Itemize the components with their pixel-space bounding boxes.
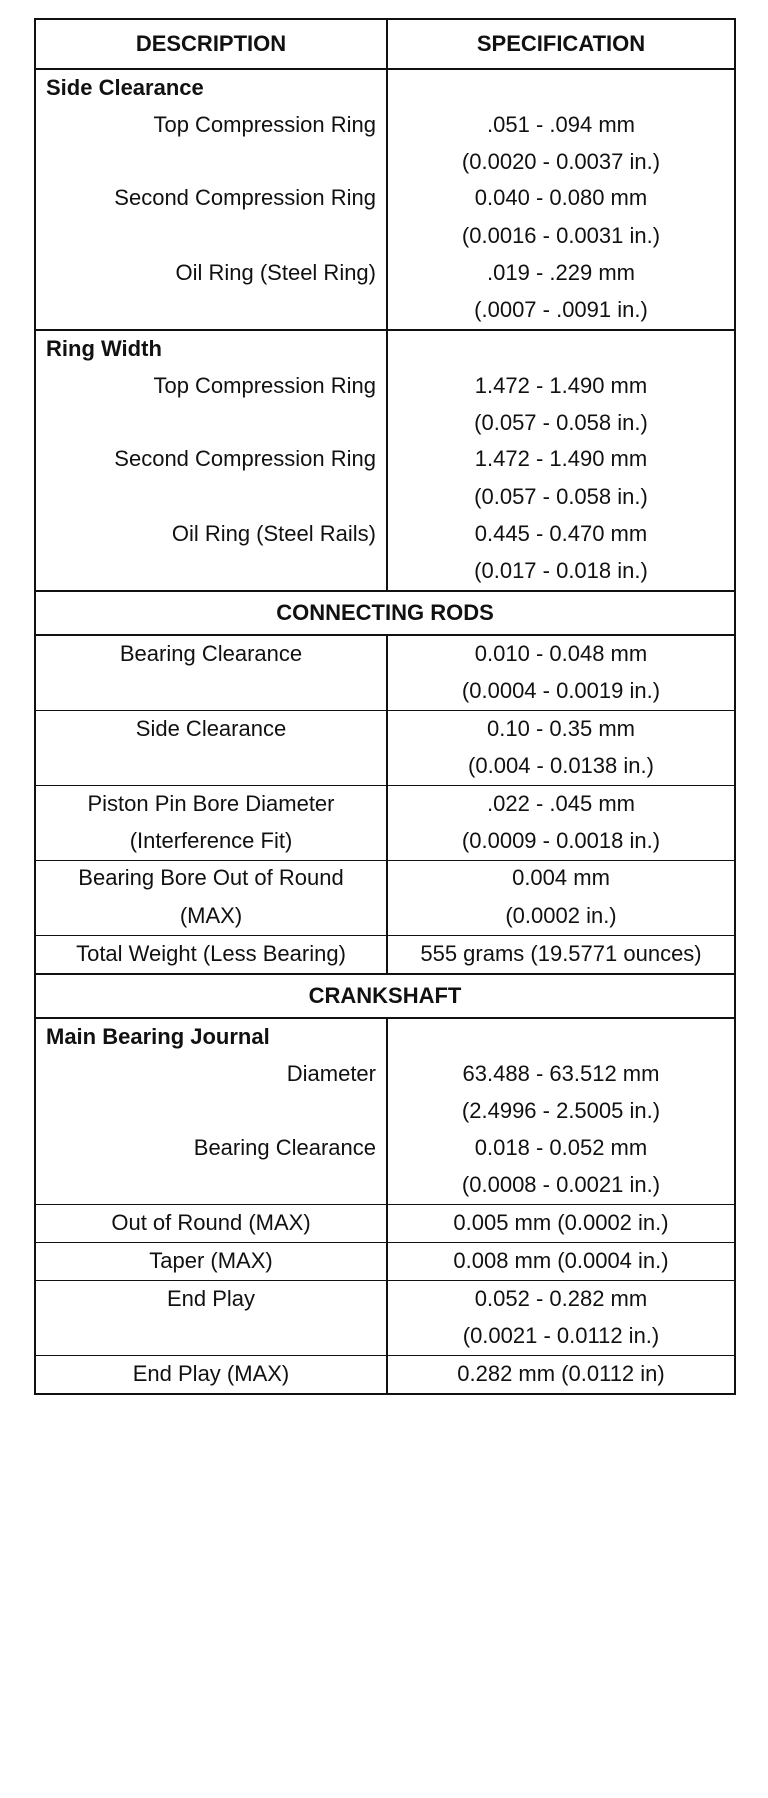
- empty-cell: [35, 673, 387, 711]
- table-row: [35, 1243, 735, 1281]
- empty-cell: [387, 330, 735, 368]
- row-label: Oil Ring (Steel Rails): [35, 516, 387, 553]
- table-row: [35, 748, 735, 786]
- table-row: [35, 786, 735, 824]
- table-row: [35, 479, 735, 516]
- row-value-in: (0.057 - 0.058 in.): [387, 479, 735, 516]
- empty-cell: [35, 292, 387, 330]
- row-label: Total Weight (Less Bearing): [35, 936, 387, 975]
- empty-cell: [35, 405, 387, 442]
- row-label: Piston Pin Bore Diameter: [35, 786, 387, 824]
- row-label: Diameter: [35, 1056, 387, 1093]
- row-value-in: (0.0008 - 0.0021 in.): [387, 1167, 735, 1205]
- table-row: [35, 181, 735, 218]
- row-label: Bearing Clearance: [35, 635, 387, 673]
- row-value-in: (0.0016 - 0.0031 in.): [387, 218, 735, 255]
- empty-cell: [35, 479, 387, 516]
- row-value: 555 grams (19.5771 ounces): [387, 936, 735, 975]
- table-row: [35, 553, 735, 591]
- row-value-in: (.0007 - .0091 in.): [387, 292, 735, 330]
- row-value-mm: 1.472 - 1.490 mm: [387, 442, 735, 479]
- table-row: [35, 823, 735, 861]
- table-row: [35, 1167, 735, 1205]
- table-row: [35, 516, 735, 553]
- row-label: End Play (MAX): [35, 1356, 387, 1395]
- table-row: [35, 1356, 735, 1395]
- section-title-crankshaft: CRANKSHAFT: [35, 974, 735, 1018]
- table-row: [35, 405, 735, 442]
- empty-cell: [35, 553, 387, 591]
- row-label: Bearing Clearance: [35, 1130, 387, 1167]
- header-specification: SPECIFICATION: [387, 19, 735, 69]
- row-value-mm: 0.018 - 0.052 mm: [387, 1130, 735, 1167]
- table-row: [35, 218, 735, 255]
- header-row: [35, 19, 735, 69]
- row-label: Bearing Bore Out of Round: [35, 861, 387, 899]
- row-value-in: (0.057 - 0.058 in.): [387, 405, 735, 442]
- table-row: [35, 635, 735, 673]
- table-row: [35, 898, 735, 936]
- spec-sheet: [34, 18, 734, 1395]
- row-label: End Play: [35, 1281, 387, 1319]
- row-label: Second Compression Ring: [35, 442, 387, 479]
- header-description: DESCRIPTION: [35, 19, 387, 69]
- row-value-in: (0.0020 - 0.0037 in.): [387, 144, 735, 181]
- row-value-mm: 0.010 - 0.048 mm: [387, 635, 735, 673]
- row-value-in: (0.0002 in.): [387, 898, 735, 936]
- table-row: [35, 292, 735, 330]
- row-value-in: (0.017 - 0.018 in.): [387, 553, 735, 591]
- row-sublabel: (Interference Fit): [35, 823, 387, 861]
- row-value-in: (0.0009 - 0.0018 in.): [387, 823, 735, 861]
- row-value-in: (0.004 - 0.0138 in.): [387, 748, 735, 786]
- table-row: [35, 1281, 735, 1319]
- row-value: 0.008 mm (0.0004 in.): [387, 1243, 735, 1281]
- empty-cell: [387, 69, 735, 107]
- empty-cell: [35, 144, 387, 181]
- row-value-mm: 0.10 - 0.35 mm: [387, 711, 735, 749]
- row-value-in: (0.0004 - 0.0019 in.): [387, 673, 735, 711]
- section-row-crankshaft: [35, 974, 735, 1018]
- row-label: Top Compression Ring: [35, 368, 387, 405]
- empty-cell: [35, 1093, 387, 1130]
- row-value-in: (2.4996 - 2.5005 in.): [387, 1093, 735, 1130]
- section-title-connecting-rods: CONNECTING RODS: [35, 591, 735, 635]
- table-row: [35, 861, 735, 899]
- row-label: Out of Round (MAX): [35, 1205, 387, 1243]
- row-value-mm: 0.040 - 0.080 mm: [387, 181, 735, 218]
- group-title-ring-width: Ring Width: [35, 330, 387, 368]
- table-row: [35, 144, 735, 181]
- group-row-ring-width: [35, 330, 735, 368]
- table-row: [35, 673, 735, 711]
- group-row-main-bearing-journal: [35, 1018, 735, 1056]
- row-value-mm: 0.004 mm: [387, 861, 735, 899]
- empty-cell: [387, 1018, 735, 1056]
- row-value-mm: 63.488 - 63.512 mm: [387, 1056, 735, 1093]
- row-label: Taper (MAX): [35, 1243, 387, 1281]
- section-row-connecting-rods: [35, 591, 735, 635]
- row-label: Top Compression Ring: [35, 107, 387, 144]
- row-label: Side Clearance: [35, 711, 387, 749]
- group-title-main-bearing-journal: Main Bearing Journal: [35, 1018, 387, 1056]
- row-sublabel: (MAX): [35, 898, 387, 936]
- row-value-mm: .051 - .094 mm: [387, 107, 735, 144]
- row-value-mm: 0.445 - 0.470 mm: [387, 516, 735, 553]
- row-value-mm: 0.052 - 0.282 mm: [387, 1281, 735, 1319]
- row-value: 0.282 mm (0.0112 in): [387, 1356, 735, 1395]
- table-row: [35, 107, 735, 144]
- row-label: Second Compression Ring: [35, 181, 387, 218]
- specification-table: [34, 18, 736, 1395]
- row-value-in: (0.0021 - 0.0112 in.): [387, 1318, 735, 1356]
- table-row: [35, 1130, 735, 1167]
- table-row: [35, 711, 735, 749]
- row-value-mm: .022 - .045 mm: [387, 786, 735, 824]
- empty-cell: [35, 218, 387, 255]
- row-label: Oil Ring (Steel Ring): [35, 255, 387, 292]
- table-row: [35, 255, 735, 292]
- table-row: [35, 1093, 735, 1130]
- row-value-mm: 1.472 - 1.490 mm: [387, 368, 735, 405]
- table-row: [35, 368, 735, 405]
- row-value-mm: .019 - .229 mm: [387, 255, 735, 292]
- table-row: [35, 1056, 735, 1093]
- empty-cell: [35, 748, 387, 786]
- group-row-side-clearance: [35, 69, 735, 107]
- empty-cell: [35, 1318, 387, 1356]
- empty-cell: [35, 1167, 387, 1205]
- group-title-side-clearance: Side Clearance: [35, 69, 387, 107]
- table-row: [35, 1205, 735, 1243]
- table-row: [35, 442, 735, 479]
- table-row: [35, 936, 735, 975]
- table-row: [35, 1318, 735, 1356]
- row-value: 0.005 mm (0.0002 in.): [387, 1205, 735, 1243]
